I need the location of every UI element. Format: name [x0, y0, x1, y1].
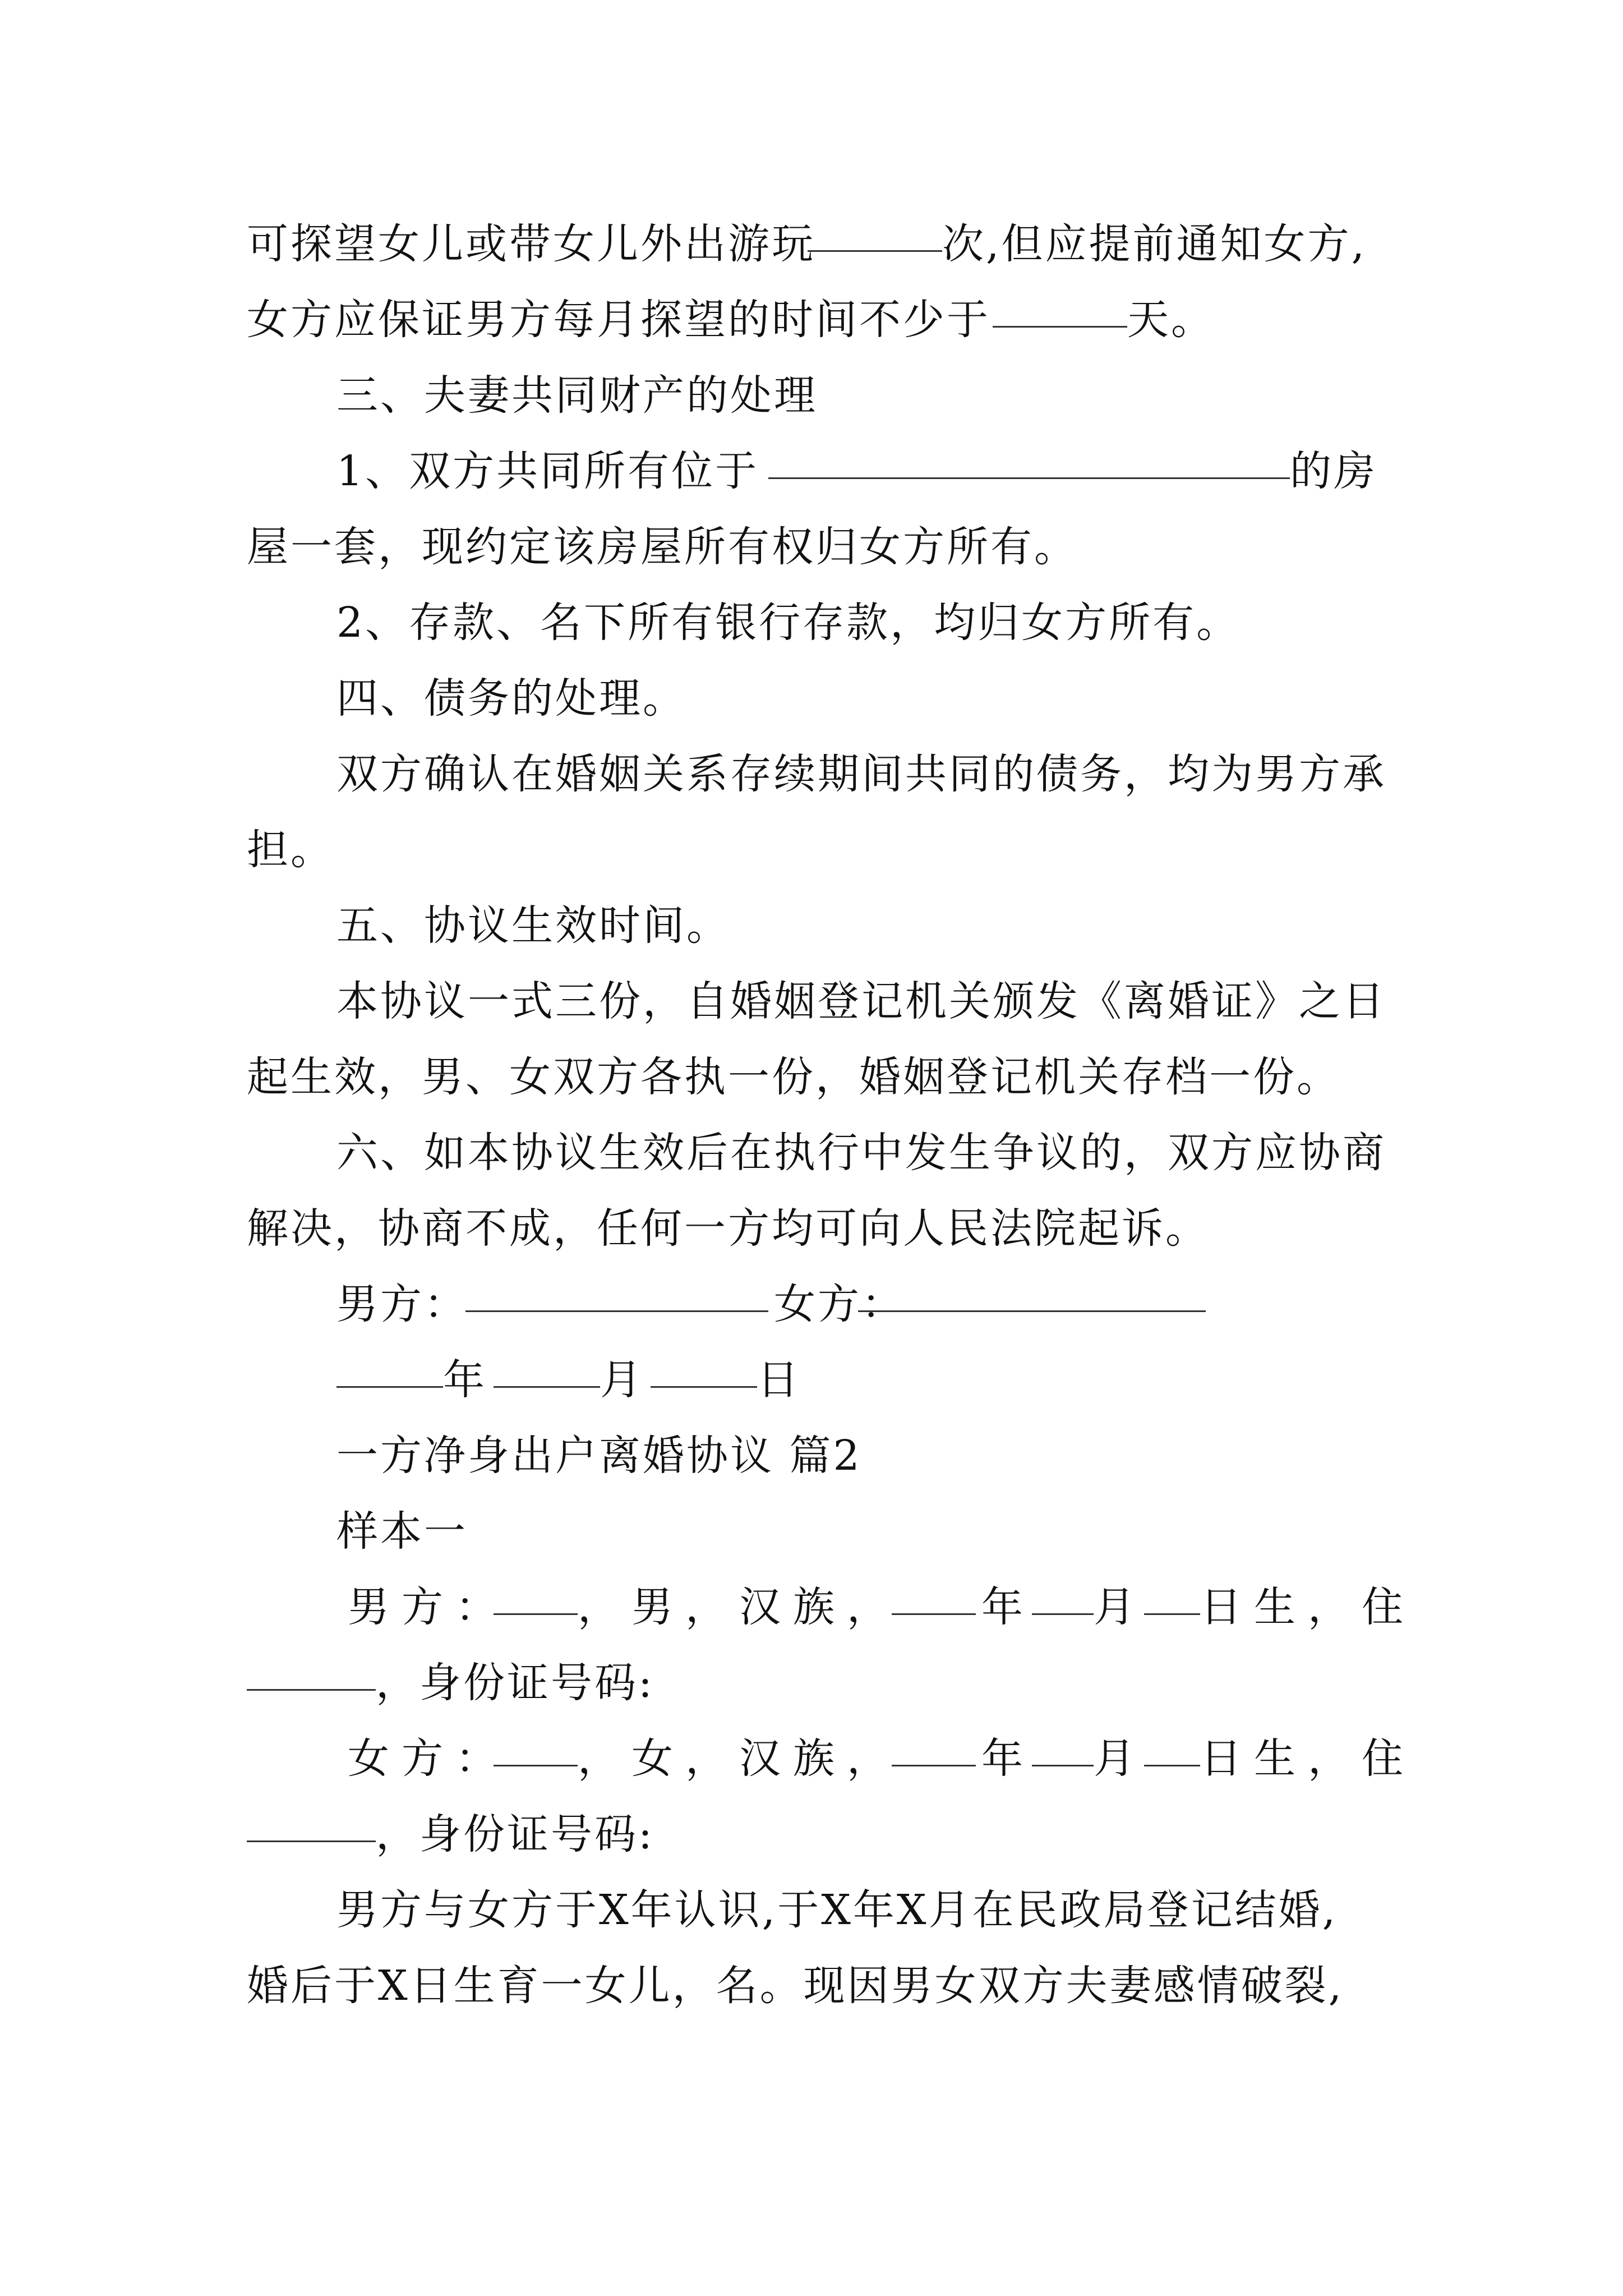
- female-signature-blank: [858, 1273, 1206, 1312]
- blank-underline: [494, 1728, 578, 1766]
- text-line-11: [0, 970, 1623, 1032]
- signature-line: [0, 1273, 1623, 1335]
- blank-underline: [1144, 1576, 1200, 1615]
- blank-underline: [1032, 1728, 1094, 1766]
- blank-underline: [993, 289, 1127, 328]
- sample-heading: [0, 1501, 1623, 1562]
- text-run: 一方净身出户离婚协议 篇2: [336, 1432, 862, 1480]
- section-heading-5: [0, 895, 1623, 956]
- text-run: 的房: [1290, 447, 1377, 495]
- text-line-4: [0, 440, 1623, 502]
- blank-underline: [1144, 1728, 1200, 1766]
- text-run: 2、存款、名下所有银行存款，均归女方所有。: [336, 599, 1241, 647]
- text-run: 1、双方共同所有位于: [336, 447, 759, 495]
- text-line-23: [0, 1879, 1623, 1941]
- text-run: ，身份证号码:: [376, 1659, 654, 1707]
- text-run: 男方：: [348, 1583, 509, 1631]
- text-run: 担。: [247, 826, 334, 874]
- text-run: 月: [1094, 1583, 1147, 1631]
- text-run: 四、债务的处理。: [336, 674, 686, 723]
- text-run: 双方确认在婚姻关系存续期间共同的债务，均为男方承: [336, 750, 1386, 798]
- female-info-line: [0, 1728, 1623, 1789]
- male-signature-blank: [465, 1273, 768, 1312]
- text-run: 年: [981, 1583, 1035, 1631]
- text-run: 女方：: [348, 1734, 509, 1783]
- text-run: 五、协议生效时间。: [336, 901, 730, 950]
- text-line-6: [0, 592, 1623, 654]
- blank-underline: [892, 1576, 976, 1615]
- text-run: 解决，协商不成，任何一方均可向人民法院起诉。: [247, 1204, 1209, 1253]
- text-line-24: [0, 1955, 1623, 2017]
- day-blank: [651, 1349, 757, 1388]
- text-run: 起生效，男、女双方各执一份，婚姻登记机关存档一份。: [247, 1053, 1340, 1101]
- year-blank: [336, 1349, 443, 1388]
- text-run: 婚后于X日生育一女儿，名。现因男女双方夫妻感情破裂,: [247, 1962, 1344, 2010]
- female-party-label: 女方：: [774, 1280, 905, 1328]
- text-run: 天。: [1127, 296, 1215, 344]
- female-id-line: [0, 1803, 1623, 1865]
- male-info-line: [0, 1576, 1623, 1638]
- blank-underline: [768, 440, 1290, 479]
- section-heading-3: [0, 365, 1623, 426]
- text-line-1: [0, 213, 1623, 275]
- text-run: 屋一套，现约定该房屋所有权归女方所有。: [247, 523, 1078, 571]
- text-line-8: [0, 743, 1623, 805]
- agreement-title: [0, 1425, 1623, 1487]
- text-run: ，身份证号码:: [376, 1810, 654, 1858]
- text-run: 男方与女方于X年认识,于X年X月在民政局登记结婚,: [336, 1886, 1338, 1934]
- text-run: 三、夫妻共同财产的处理: [336, 371, 818, 420]
- text-run: ，女，汉族，: [578, 1734, 901, 1783]
- date-line: [0, 1349, 1623, 1411]
- text-line-2: [0, 289, 1623, 351]
- text-line-5: [0, 516, 1623, 578]
- male-party-label: 男方：: [336, 1280, 468, 1328]
- text-run: 六、如本协议生效后在执行中发生争议的，双方应协商: [336, 1129, 1386, 1177]
- blank-underline: [1032, 1576, 1094, 1615]
- month-blank: [494, 1349, 600, 1388]
- text-run: 年: [981, 1734, 1035, 1783]
- text-run: 本协议一式三份，自婚姻登记机关颁发《离婚证》之日: [336, 977, 1386, 1025]
- blank-underline: [494, 1576, 578, 1615]
- text-run: ，男，汉族，: [578, 1583, 901, 1631]
- text-line-13: [0, 1122, 1623, 1184]
- section-heading-4: [0, 668, 1623, 729]
- year-label: 年: [443, 1356, 487, 1404]
- text-run: 日生，住: [1200, 1583, 1415, 1631]
- text-run: 样本一: [336, 1507, 468, 1556]
- month-label: 月: [600, 1356, 644, 1404]
- day-label: 日: [757, 1356, 801, 1404]
- blank-underline: [892, 1728, 976, 1766]
- text-run: 可探望女儿或带女儿外出游玩: [247, 220, 815, 268]
- text-line-12: [0, 1046, 1623, 1108]
- male-id-line: [0, 1652, 1623, 1714]
- text-line-14: [0, 1198, 1623, 1259]
- text-run: 女方应保证男方每月探望的时间不少于: [247, 296, 990, 344]
- text-run: 日生，住: [1200, 1734, 1415, 1783]
- text-run: 次,但应提前通知女方,: [942, 220, 1367, 268]
- blank-underline: [808, 213, 942, 252]
- text-line-9: [0, 819, 1623, 881]
- text-run: 月: [1094, 1734, 1147, 1783]
- blank-underline: [247, 1803, 376, 1842]
- blank-underline: [247, 1652, 376, 1691]
